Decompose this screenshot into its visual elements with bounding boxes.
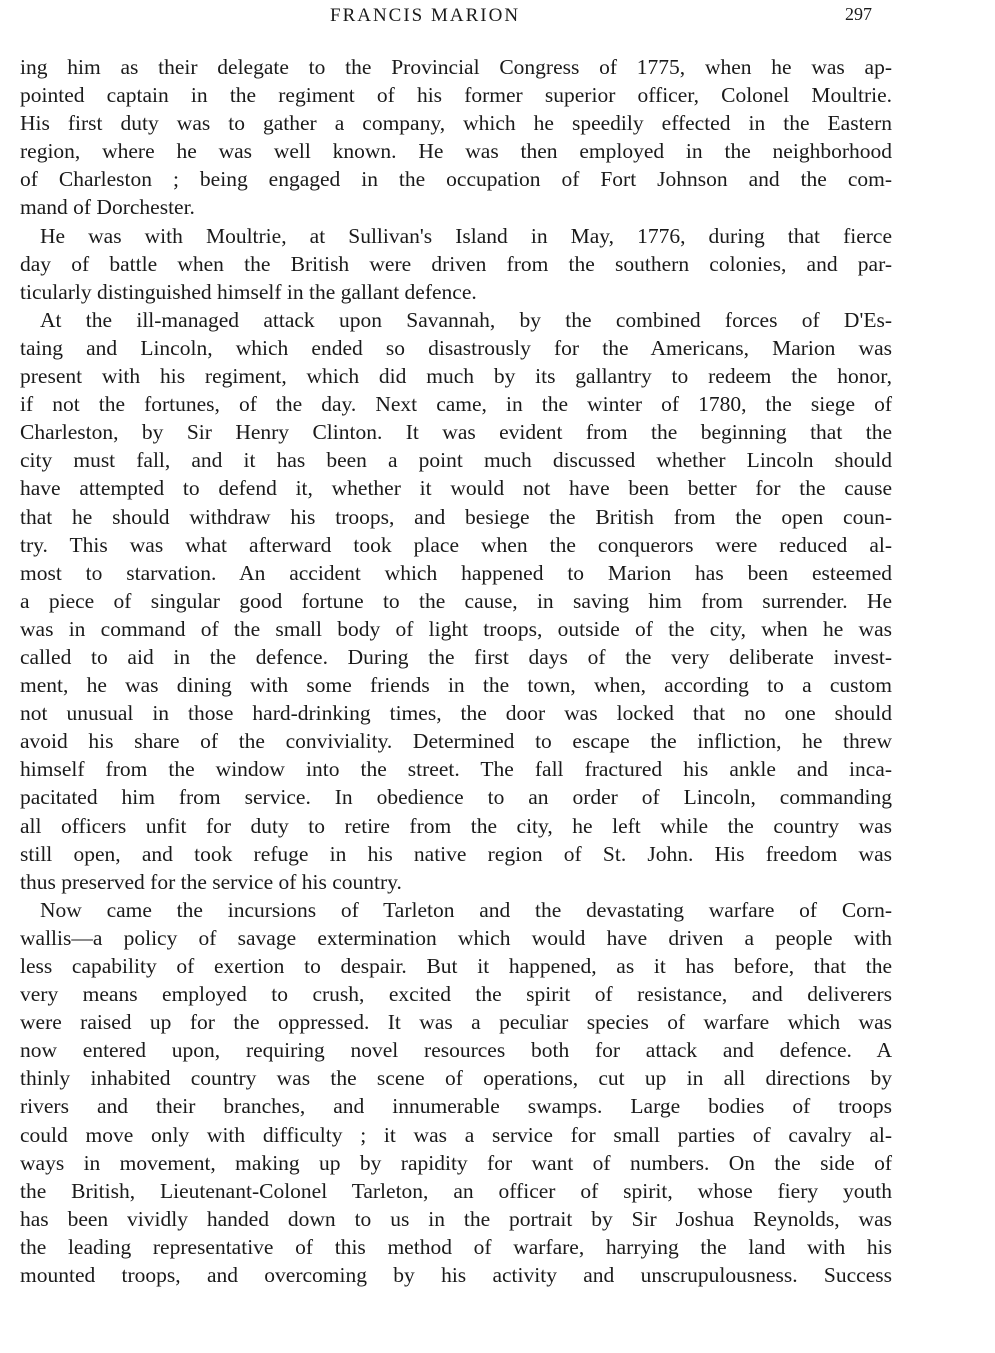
text-line: called to aid in the defence. During the first days of the very deliberate invest- [20, 644, 892, 669]
text-line: have attempted to defend it, whether it would not have been better for the cause [20, 476, 892, 501]
paragraph [20, 222, 892, 306]
text-line: the British, Lieutenant-Colonel Tarleton, an officer of spirit, whose fiery youth [20, 1178, 892, 1203]
text-line: city must fall, and it has been a point much discussed whether Lincoln should [20, 448, 892, 473]
text-line: that he should withdraw his troops, and besiege the British from the open coun- [20, 504, 892, 529]
running-title: FRANCIS MARION [330, 5, 521, 26]
text-line: avoid his share of the conviviality. Determined to escape the infliction, he threw [20, 729, 892, 754]
text-line: ways in movement, making up by rapidity for want of numbers. On the side of [20, 1150, 892, 1175]
text-line: not unusual in those hard-drinking times, the door was locked that no one should [20, 701, 892, 726]
text-line: mounted troops, and overcoming by his activity and unscrupulousness. Success [20, 1263, 892, 1288]
text-line: still open, and took refuge in his native region of St. John. His freedom was [20, 841, 892, 866]
text-line: rivers and their branches, and innumerable swamps. Large bodies of troops [20, 1094, 892, 1119]
text-line: present with his regiment, which did much by its gallantry to redeem the honor, [20, 364, 892, 389]
text-line: has been vividly handed down to us in the portrait by Sir Joshua Reynolds, was [20, 1206, 892, 1231]
body-text [20, 53, 892, 1289]
text-line: a piece of singular good fortune to the cause, in saving him from surrender. He [20, 588, 892, 613]
text-line: wallis—a policy of savage extermination which would have driven a people with [20, 925, 892, 950]
text-line: thinly inhabited country was the scene of operations, cut up in all directions by [20, 1066, 892, 1091]
text-line: was in command of the small body of light troops, outside of the city, when he was [20, 616, 892, 641]
text-line: could move only with difficulty ; it was a service for small parties of cavalry al- [20, 1122, 892, 1147]
text-line: thus preserved for the service of his country. [20, 869, 402, 894]
text-line: of Charleston ; being engaged in the occupation of Fort Johnson and the com- [20, 167, 892, 192]
page-number: 297 [845, 4, 872, 24]
text-line: now entered upon, requiring novel resources both for attack and defence. A [20, 1038, 892, 1063]
text-line: ment, he was dining with some friends in the town, when, according to a custom [20, 673, 892, 698]
text-line: He was with Moultrie, at Sullivan's Island in May, 1776, during that fierce [40, 223, 892, 248]
text-line: ticularly distinguished himself in the gallant defence. [20, 279, 477, 304]
paragraph [20, 53, 892, 222]
text-line: At the ill-managed attack upon Savannah, by the combined forces of D'Es- [40, 307, 892, 332]
paragraph [20, 306, 892, 896]
text-line: His first duty was to gather a company, which he speedily effected in the Eastern [20, 111, 892, 136]
text-line: were raised up for the oppressed. It was a peculiar species of warfare which was [20, 1010, 892, 1035]
text-line: Charleston, by Sir Henry Clinton. It was evident from the beginning that the [20, 420, 892, 445]
text-line: all officers unfit for duty to retire from the city, he left while the country was [20, 813, 892, 838]
text-line: try. This was what afterward took place when the conquerors were reduced al- [20, 532, 892, 557]
text-line: if not the fortunes, of the day. Next came, in the winter of 1780, the siege of [20, 392, 892, 417]
text-line: very means employed to crush, excited the spirit of resistance, and deliverers [20, 982, 892, 1007]
text-line: pointed captain in the regiment of his former superior officer, Colonel Moultrie. [20, 83, 892, 108]
text-line: Now came the incursions of Tarleton and the devastating warfare of Corn- [40, 897, 892, 922]
text-line: less capability of exertion to despair. But it happened, as it has before, that the [20, 954, 892, 978]
text-line: taing and Lincoln, which ended so disastrously for the Americans, Marion was [20, 335, 892, 360]
text-line: ing him as their delegate to the Provincial Congress of 1775, when he was ap- [20, 55, 892, 79]
text-line: day of battle when the British were driven from the southern colonies, and par- [20, 251, 892, 276]
text-line: himself from the window into the street. The fall fractured his ankle and inca- [20, 757, 892, 782]
text-line: region, where he was well known. He was then employed in the neighborhood [20, 139, 892, 164]
text-line: most to starvation. An accident which happened to Marion has been esteemed [20, 560, 892, 585]
text-line: mand of Dorchester. [20, 195, 195, 220]
text-line: the leading representative of this method of warfare, harrying the land with his [20, 1234, 892, 1259]
text-line: pacitated him from service. In obedience to an order of Lincoln, commanding [20, 785, 892, 810]
paragraph [20, 896, 892, 1289]
